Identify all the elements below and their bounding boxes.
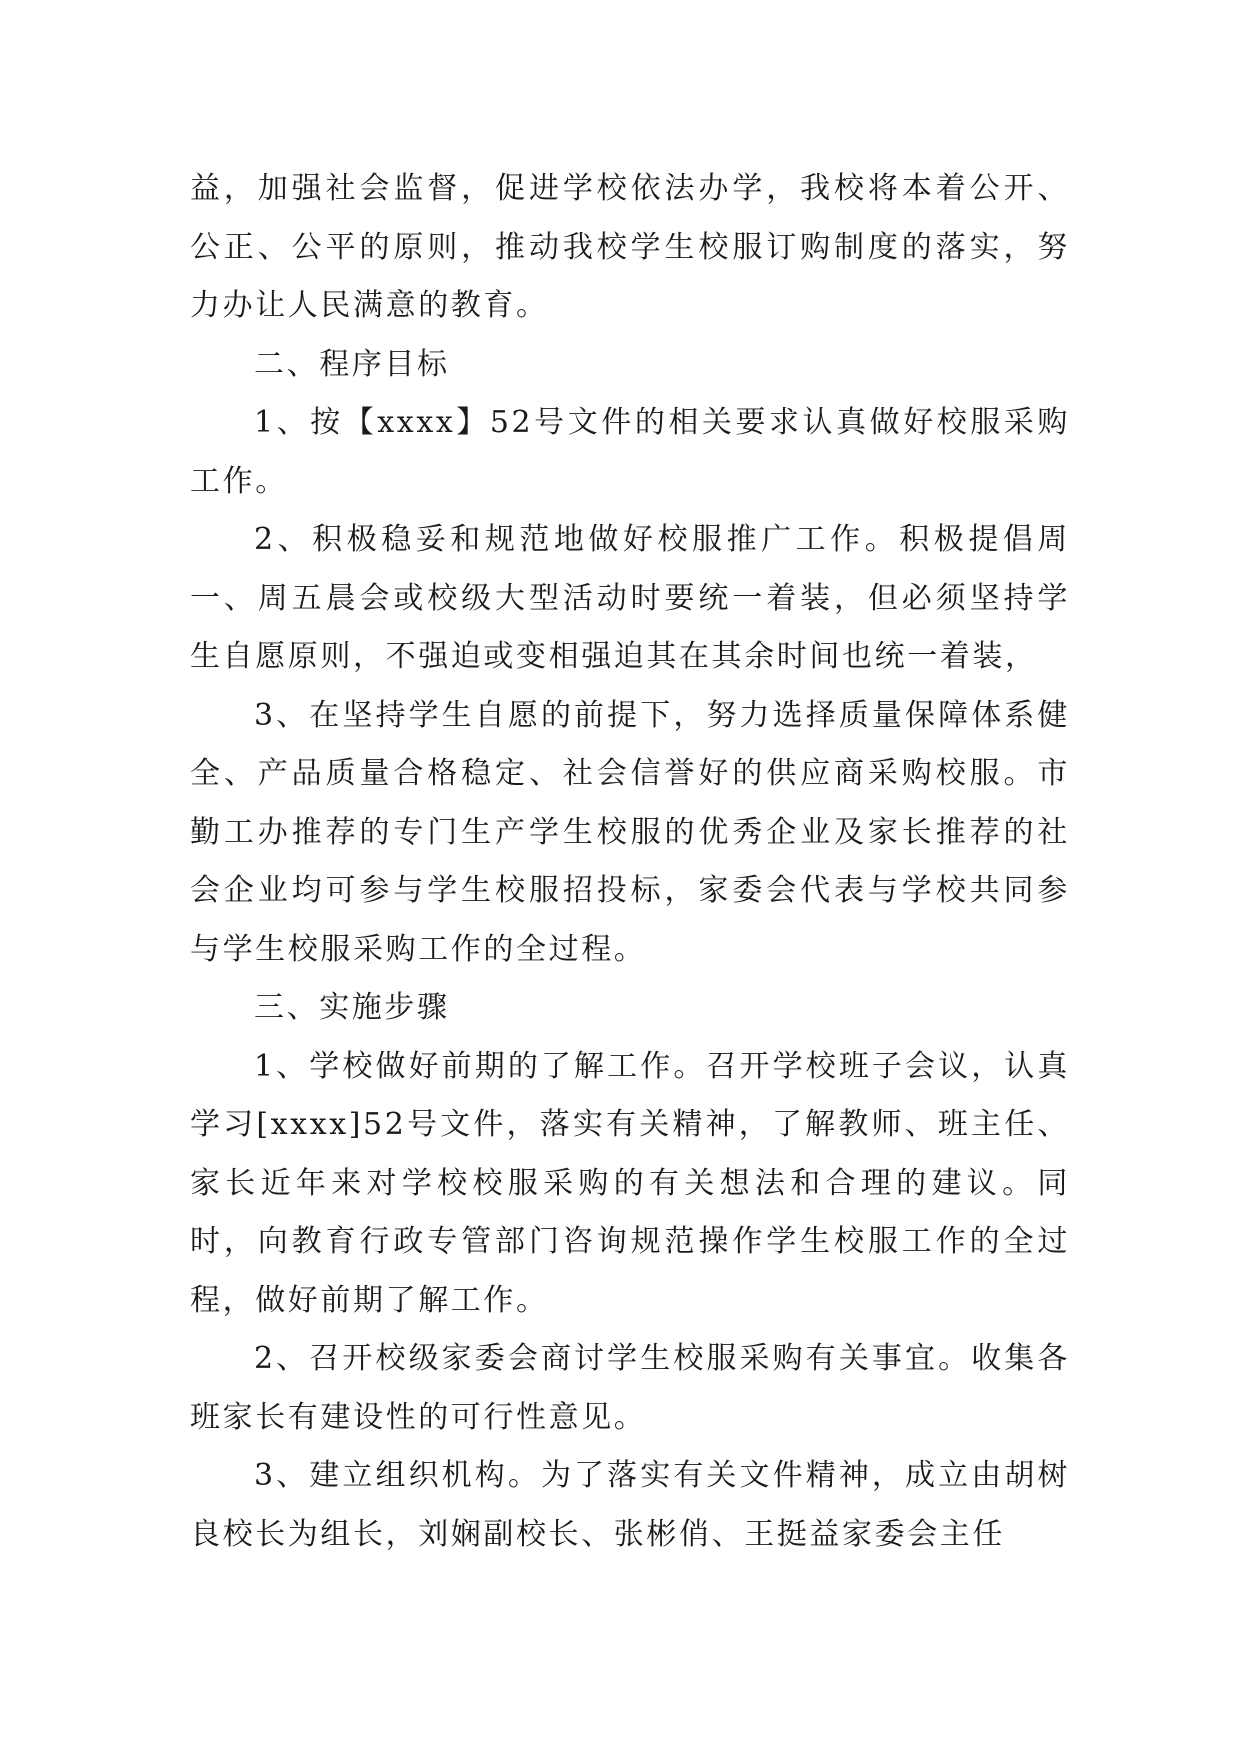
paragraph-2: 1、按【xxxx】52号文件的相关要求认真做好校服采购工作。 <box>190 405 1070 499</box>
document-body <box>190 160 1070 1564</box>
paragraph-6: 2、召开校级家委会商讨学生校服采购有关事宜。收集各班家长有建设性的可行性意见。 <box>190 1341 1070 1435</box>
paragraph-3: 2、积极稳妥和规范地做好校服推广工作。积极提倡周一、周五晨会或校级大型活动时要统一着装，但必须坚持学生自愿原则，不强迫或变相强迫其在其余时间也统一着装， <box>190 522 1070 674</box>
paragraph-1: 益，加强社会监督，促进学校依法办学，我校将本着公开、公正、公平的原则，推动我校学生校服订购制度的落实，努力办让人民满意的教育。 <box>190 171 1070 323</box>
paragraph-7: 3、建立组织机构。为了落实有关文件精神，成立由胡树良校长为组长，刘娴副校长、张彬俏、王挺益家委会主任 <box>190 1458 1070 1552</box>
section-heading-3: 三、实施步骤 <box>254 990 450 1025</box>
paragraph-4: 3、在坚持学生自愿的前提下，努力选择质量保障体系健全、产品质量合格稳定、社会信誉好的供应商采购校服。市勤工办推荐的专门生产学生校服的优秀企业及家长推荐的社会企业均可参与学生校服招投标，家委会代表与学校共同参与学生校服采购工作的全过程。 <box>190 697 1070 967</box>
paragraph-5: 1、学校做好前期的了解工作。召开学校班子会议，认真学习[xxxx]52号文件，落实有关精神，了解教师、班主任、家长近年来对学校校服采购的有关想法和合理的建议。同时，向教育行政专管部门咨询规范操作学生校服工作的全过程，做好前期了解工作。 <box>190 1048 1070 1318</box>
section-heading-2: 二、程序目标 <box>254 346 450 382</box>
